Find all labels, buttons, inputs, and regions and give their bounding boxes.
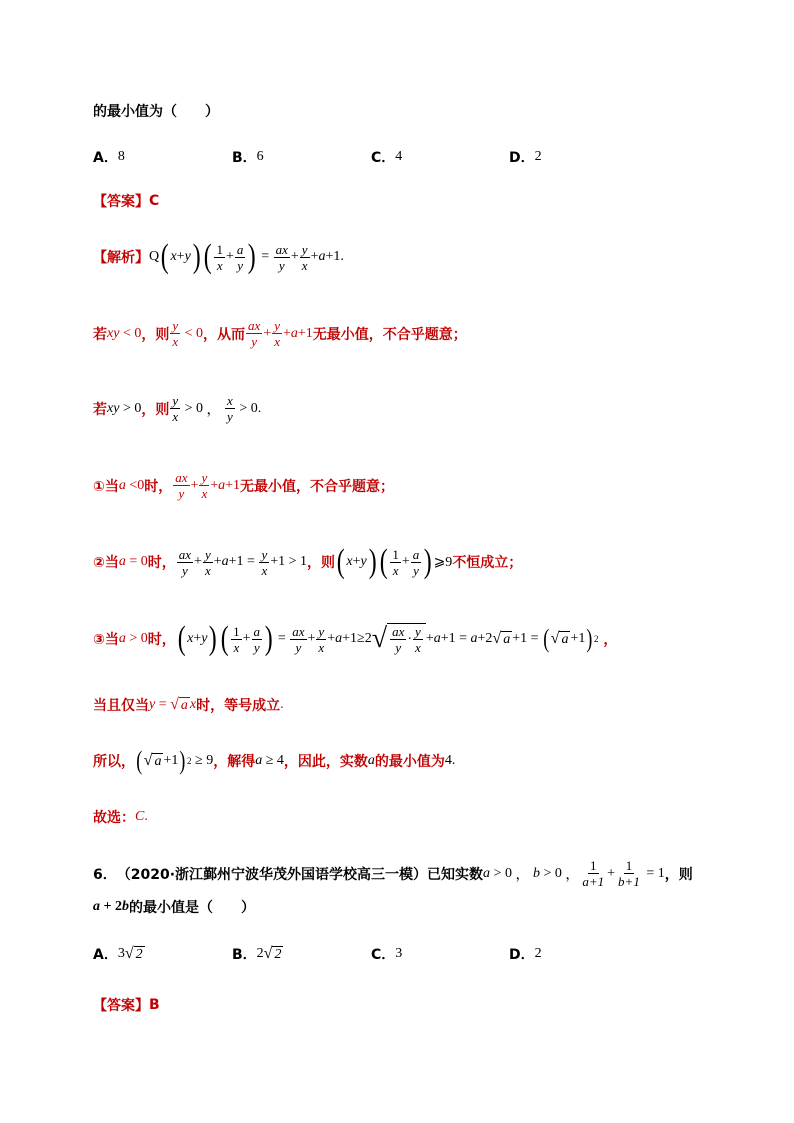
option-letter: D． — [509, 150, 535, 166]
text: 时， — [147, 555, 176, 571]
text: 无最小值，不合乎题意； — [312, 326, 467, 343]
text: 时， — [147, 632, 176, 648]
option-coef: 3 — [395, 946, 403, 961]
q6-option-c — [371, 944, 402, 964]
q5-option-c — [371, 147, 402, 167]
option-value: 4 — [395, 149, 403, 164]
equality-condition: 当且仅当 y = √ a x 时，等号成立 . — [93, 696, 284, 714]
q6-answer — [93, 995, 754, 1015]
q5-option-a — [93, 147, 125, 167]
choose-line: 故选： C . — [93, 809, 148, 826]
answer-value: B — [149, 997, 160, 1013]
text: ，则 — [141, 326, 170, 343]
question-number: 6． — [93, 866, 117, 883]
q6-option-b: B． 2 √ 2 — [232, 945, 282, 963]
case-1: ①当 a <0 时， $\frac{ax}{y}$ + $\frac{y}{x}$ + a +1 无最小值，不合乎题意； — [93, 470, 395, 501]
option-value: 6 — [256, 149, 264, 164]
option-letter: D． — [509, 947, 535, 963]
math-expr: Q — [149, 249, 160, 264]
option-value: 8 — [117, 149, 125, 164]
text: 当且仅当 — [93, 698, 149, 714]
text: ，则 — [141, 401, 170, 418]
text: 所以， — [93, 754, 135, 770]
option-letter: A． — [93, 150, 118, 166]
answer-label: 【答案】 — [93, 998, 149, 1014]
choose-label: 故选： — [93, 810, 135, 826]
analysis-label: 【解析】 — [93, 250, 149, 266]
q6-stem-line-2: a + 2 b 的最小值是（ ） — [93, 899, 255, 916]
text: ，从而 — [203, 326, 246, 343]
q5-stem-tail — [93, 101, 754, 121]
answer-label: 【答案】 — [93, 194, 149, 210]
text: ③当 — [93, 632, 119, 648]
text: 时，等号成立 — [196, 698, 281, 714]
option-value: 2 — [534, 149, 542, 164]
analysis-line-2: 若 xy < 0 ，则 $\frac{y}{x}$ < 0 ，从而 $\frac{ax}{y}$ + $\frac{y}{x}$ + a +1 无最小值，不合乎题意； — [93, 318, 467, 349]
analysis-line-1: 【解析】 Q ( x + y ) ( $\frac{1}{x}$ + $\frac{a}{y}$ ) = $\frac{ax}{y}$ + $\frac{y}{x}$ + a +1. — [93, 238, 344, 275]
text: 不恒成立； — [452, 555, 523, 571]
text: 若 — [93, 326, 107, 343]
q5-option-d — [509, 147, 542, 167]
question-source: （2020·浙江鄞州宁波华茂外国语学校高三一模）已知实数 — [116, 866, 484, 883]
analysis-line-3: 若 xy > 0 ，则 $\frac{y}{x}$ > 0 ， $\frac{x}{y}$ > 0. — [93, 393, 262, 424]
option-letter: A． — [93, 947, 118, 963]
q5-answer — [93, 191, 754, 211]
option-coef: 2 — [256, 946, 264, 961]
text: ，则 — [664, 866, 693, 883]
option-letter: C． — [371, 150, 396, 166]
text: ②当 — [93, 555, 119, 571]
option-letter: C． — [371, 947, 396, 963]
answer-value: C — [149, 193, 160, 209]
case-2: ②当 a = 0 时， $\frac{ax}{y}$ + $\frac{y}{x}$ + a +1 = $\frac{y}{x}$ +1 > 1 ，则 ( x + y ) ( $\frac{1}{x}$ + $\frac{a}{y}$ ) ⩾9 不恒成立； — [93, 543, 523, 580]
option-letter: B． — [232, 947, 257, 963]
text: ，解得 — [213, 754, 256, 770]
choose-value: C — [135, 809, 145, 824]
option-radicand: 2 — [274, 946, 282, 962]
q5-option-b — [232, 147, 264, 167]
text: 若 — [93, 401, 107, 418]
option-coef: 3 — [117, 946, 125, 961]
text: ，因此，实数 — [283, 754, 368, 770]
q6-option-d — [509, 944, 542, 964]
q5-tail-text: 的最小值为（ ） — [93, 104, 219, 120]
option-radicand: 2 — [135, 946, 143, 962]
text: 的最小值是（ ） — [128, 900, 255, 916]
conclusion-line: 所以， ( √ a +1 ) 2 ≥ 9 ，解得 a ≥ 4 ，因此，实数 a 的最小值为 4. — [93, 746, 456, 775]
text: 无最小值，不合乎题意； — [240, 478, 395, 495]
text: 的最小值为 — [374, 754, 445, 770]
case-3: ③当 a > 0 时， ( x + y ) ( $\frac{1}{x}$ + $\frac{a}{y}$ ) = $\frac{ax}{y}$ + $\frac{y}{x}$ + a +1≥2 √ $\frac{ax}{y}$ · $\frac{y}{x}$ + a +1 = a +2 √ a +1 = ( √ a +1 ) 2 ， — [93, 620, 618, 657]
text: ，则 — [307, 555, 336, 571]
option-coef: 2 — [534, 946, 542, 961]
text: ①当 — [93, 478, 119, 495]
option-letter: B． — [232, 150, 257, 166]
q6-stem-line-1: 6． （2020·浙江鄞州宁波华茂外国语学校高三一模）已知实数 a > 0 ， b > 0 ， $\frac{1}{a+1}$ + $\frac{1}{b+1}$ = 1 ，则 — [93, 858, 693, 889]
text: 时， — [144, 478, 173, 495]
q6-option-a: A． 3 √ 2 — [93, 945, 143, 963]
